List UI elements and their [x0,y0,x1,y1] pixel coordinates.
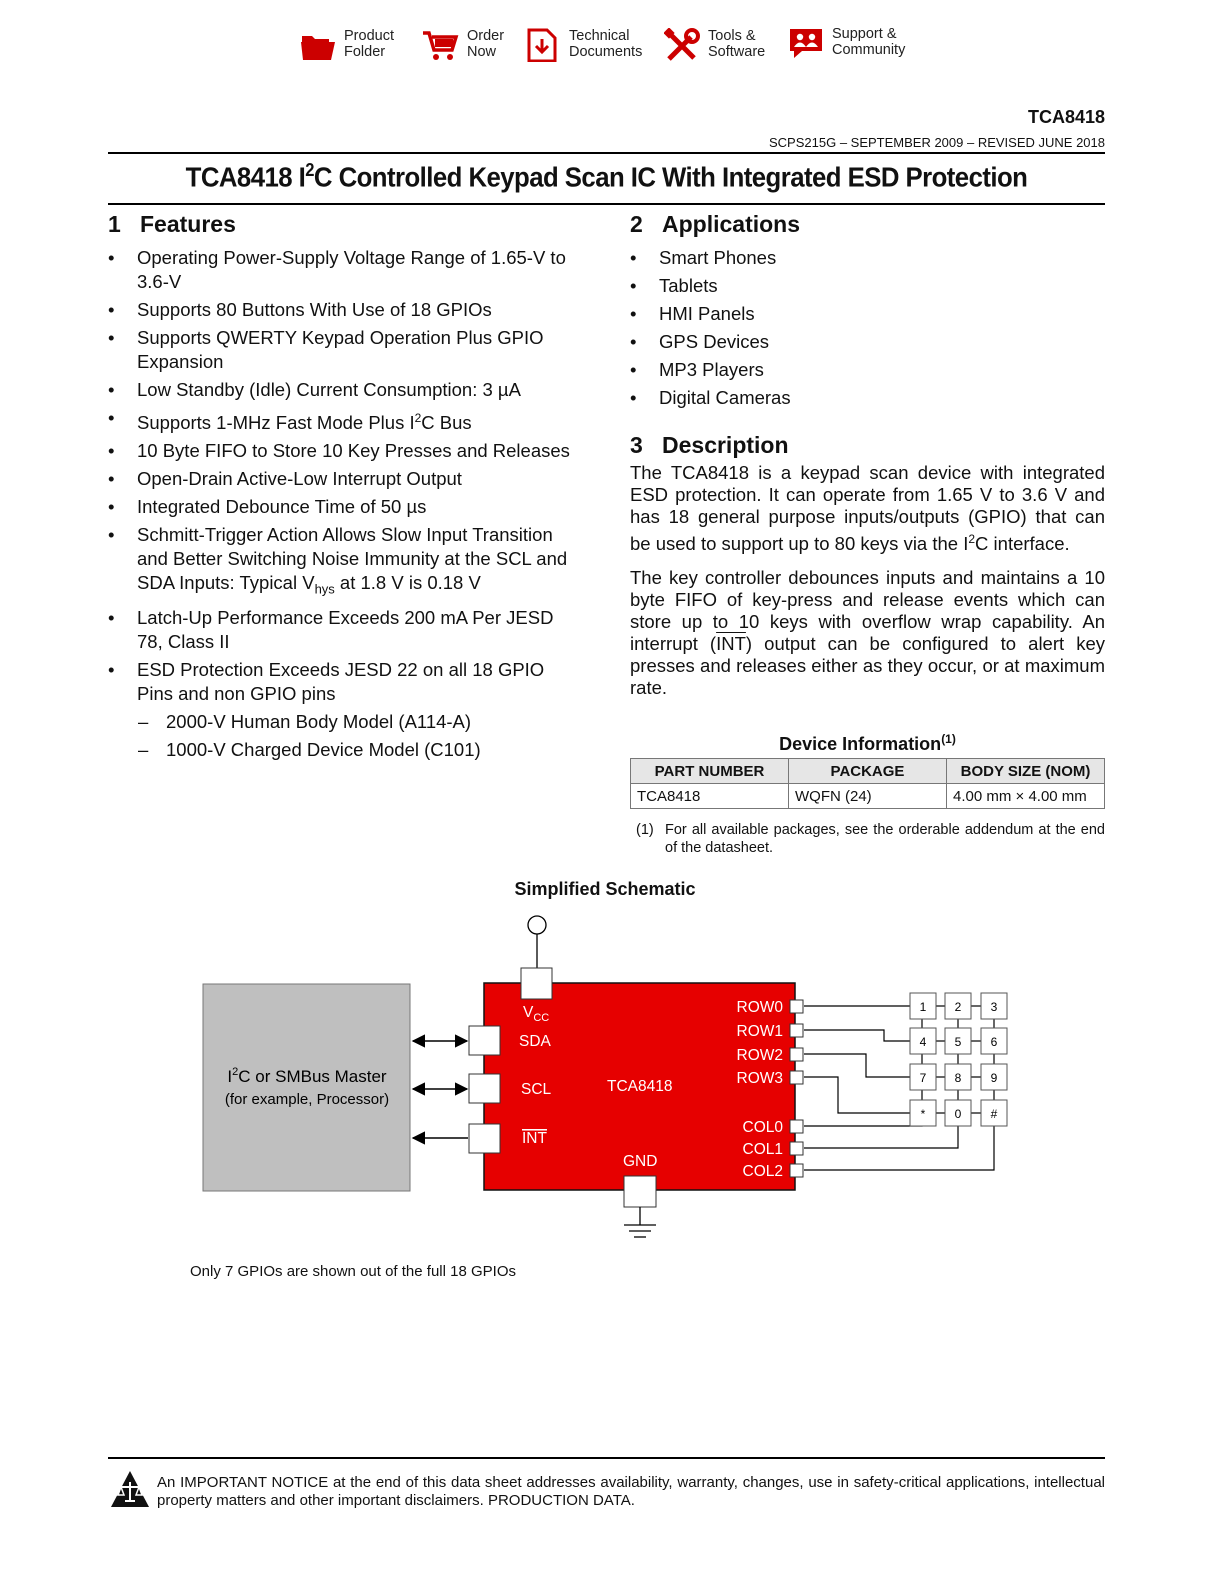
svg-text:1: 1 [919,1000,927,1014]
pin-pad-row2 [790,1048,803,1061]
revision-line: SCPS215G – SEPTEMBER 2009 – REVISED JUNE 2018 [769,135,1105,150]
description-heading: 3 Description [630,432,789,458]
scl-label: SCL [521,1081,552,1098]
keypad-key [981,1028,1007,1054]
folder-icon [300,28,336,62]
pin-label-row2: ROW2 [736,1047,783,1064]
int-pin [469,1124,500,1153]
pin-label-row1: ROW1 [736,1023,783,1040]
description-paragraph: The key controller debounces inputs and maintains a 10 byte FIFO of key-press and release events which can store up to 10 keys with overflow wrap capability. An interrupt $(\overline{INT})$ output can be configured to alert key presses and releases either as they occur, or at maximum rate. [630,567,1105,699]
vcc-supply-symbol [528,916,546,934]
keypad-key [945,1064,971,1090]
important-notice: An IMPORTANT NOTICE at the end of this data sheet addresses availability, warranty, changes, use in safety-critical applications, intellectual property matters and other important disclaimers. PRODUCTION DATA. [157,1474,1105,1509]
pin-label-col1: COL1 [742,1141,783,1158]
header-rule [108,152,1105,154]
nav-order-now[interactable]: Order Now [423,28,504,62]
list-item: • Open-Drain Active-Low Interrupt Output [108,467,584,491]
description-paragraph: The TCA8418 is a keypad scan device with integrated ESD protection. It can operate from 1.65 V to 3.6 V and has 18 general purpose inputs/outputs (GPIO) that can be used to support up to 80 keys via the $I^2C$ interface. [630,462,1105,555]
keypad-key [981,1100,1007,1126]
part-number-header: TCA8418 [1027,107,1105,127]
column-header: PACKAGE [789,759,947,784]
list-item: • Supports QWERTY Keypad Operation Plus GPIO Expansion [108,326,584,374]
pin-pad-col2 [790,1164,803,1177]
nav-tools-software[interactable]: Tools & Software [664,28,765,62]
applications-heading: 2 Applications [630,211,801,237]
svg-text:*: * [920,1107,926,1121]
list-item: • Supports 80 Buttons With Use of 18 GPIOs [108,298,584,322]
keypad-key [945,993,971,1019]
schematic-caption: Simplified Schematic [514,879,696,899]
applications-list [630,246,1105,414]
table-cell: WQFN (24) [789,784,947,809]
gnd-pin [624,1176,656,1207]
list-item: • Smart Phones [630,246,1105,270]
keypad-key [910,1100,936,1126]
list-item: • HMI Panels [630,302,1105,326]
svg-text:2: 2 [954,1000,962,1014]
pin-pad-col0 [790,1120,803,1133]
vcc-pin [521,968,552,999]
gnd-label: GND [623,1153,658,1170]
svg-text:5: 5 [954,1035,962,1049]
device-info-table [630,758,1105,809]
nav-product-folder[interactable]: Product Folder [300,28,394,62]
pin-pad-row0 [790,1000,803,1013]
sda-pin [469,1026,500,1055]
column-header: BODY SIZE (NOM) [947,759,1105,784]
master-processor-block [203,984,410,1191]
pin-label-col0: COL0 [742,1119,783,1136]
table-cell: 4.00 mm × 4.00 mm [947,784,1105,809]
title-rule [108,203,1105,205]
pin-pad-col1 [790,1142,803,1155]
scl-pin [469,1074,500,1103]
description-body [630,462,1105,711]
device-info-caption: Device Information$^{(1)}$ [779,732,956,754]
keypad-key [981,1064,1007,1090]
master-label: $I^2C$ or SMBus Master [227,1066,387,1086]
keypad-key [910,1028,936,1054]
list-item: • GPS Devices [630,330,1105,354]
tools-icon [664,28,700,62]
svg-text:8: 8 [954,1071,962,1085]
svg-text:#: # [990,1107,998,1121]
int-label: INT [522,1130,547,1147]
list-item: • Supports 1-MHz Fast Mode Plus $I^2C$ Bus [108,406,584,435]
simplified-schematic [0,900,1224,1260]
master-sublabel: (for example, Processor) [224,1091,390,1108]
pin-label-col2: COL2 [742,1163,783,1180]
chip-name-label: TCA8418 [607,1078,673,1095]
svg-text:6: 6 [990,1035,998,1049]
document-title: TCA8418 $I^2C$ Controlled Keypad Scan IC With Integrated ESD Protection [185,160,1028,193]
list-item: • MP3 Players [630,358,1105,382]
pin-label-row0: ROW0 [736,999,783,1016]
list-item: – 1000-V Charged Device Model (C101) [108,738,584,762]
svg-text:3: 3 [990,1000,998,1014]
list-item: • Tablets [630,274,1105,298]
list-item: – 2000-V Human Body Model (A114-A) [108,710,584,734]
list-item: • Integrated Debounce Time of 50 µs [108,495,584,519]
document-icon [525,28,561,62]
list-item: • Latch-Up Performance Exceeds 200 mA Per JESD 78, Class II [108,606,584,654]
list-item: • Digital Cameras [630,386,1105,410]
pin-pad-row1 [790,1024,803,1037]
features-heading: 1 Features [108,211,236,237]
sda-label: SDA [519,1033,551,1050]
nav-support-community[interactable]: Support & Community [788,26,905,60]
nav-technical-documents[interactable]: Technical Documents [525,28,642,62]
device-info-footnote: (1) For all available packages, see the orderable addendum at the end of the datasheet. [636,822,1105,856]
schematic-note: Only 7 GPIOs are shown out of the full 18 GPIOs [190,1263,516,1280]
svg-text:0: 0 [954,1107,962,1121]
features-list [108,246,584,766]
table-row [631,784,1105,809]
column-header: PART NUMBER [631,759,789,784]
list-item: • ESD Protection Exceeds JESD 22 on all 18 GPIO Pins and non GPIO pins [108,658,584,706]
list-item: • 10 Byte FIFO to Store 10 Key Presses and Releases [108,439,584,463]
keypad-key [910,993,936,1019]
pin-label-row3: ROW3 [736,1070,783,1087]
keypad-key [945,1028,971,1054]
footer-rule [108,1457,1105,1459]
svg-text:7: 7 [919,1071,927,1085]
table-cell: TCA8418 [631,784,789,809]
keypad-key [945,1100,971,1126]
pin-pad-row3 [790,1071,803,1084]
list-item: • Schmitt-Trigger Action Allows Slow Input Transition and Better Switching Noise Immunity at the SCL and SDA Inputs: Typical $V_{hys}$ at 1.8 V is 0.18 V [108,523,584,602]
svg-text:4: 4 [919,1035,927,1049]
vcc-label: $V_{CC}$ [523,1004,550,1024]
svg-text:9: 9 [990,1071,998,1085]
warning-scales-icon [110,1470,150,1508]
list-item: • Low Standby (Idle) Current Consumption: 3 µA [108,378,584,402]
keypad-key [910,1064,936,1090]
table-header-row [631,759,1105,784]
support-community-icon [788,26,824,60]
cart-icon [423,28,459,62]
list-item: • Operating Power-Supply Voltage Range of 1.65-V to 3.6-V [108,246,584,294]
keypad-key [981,993,1007,1019]
